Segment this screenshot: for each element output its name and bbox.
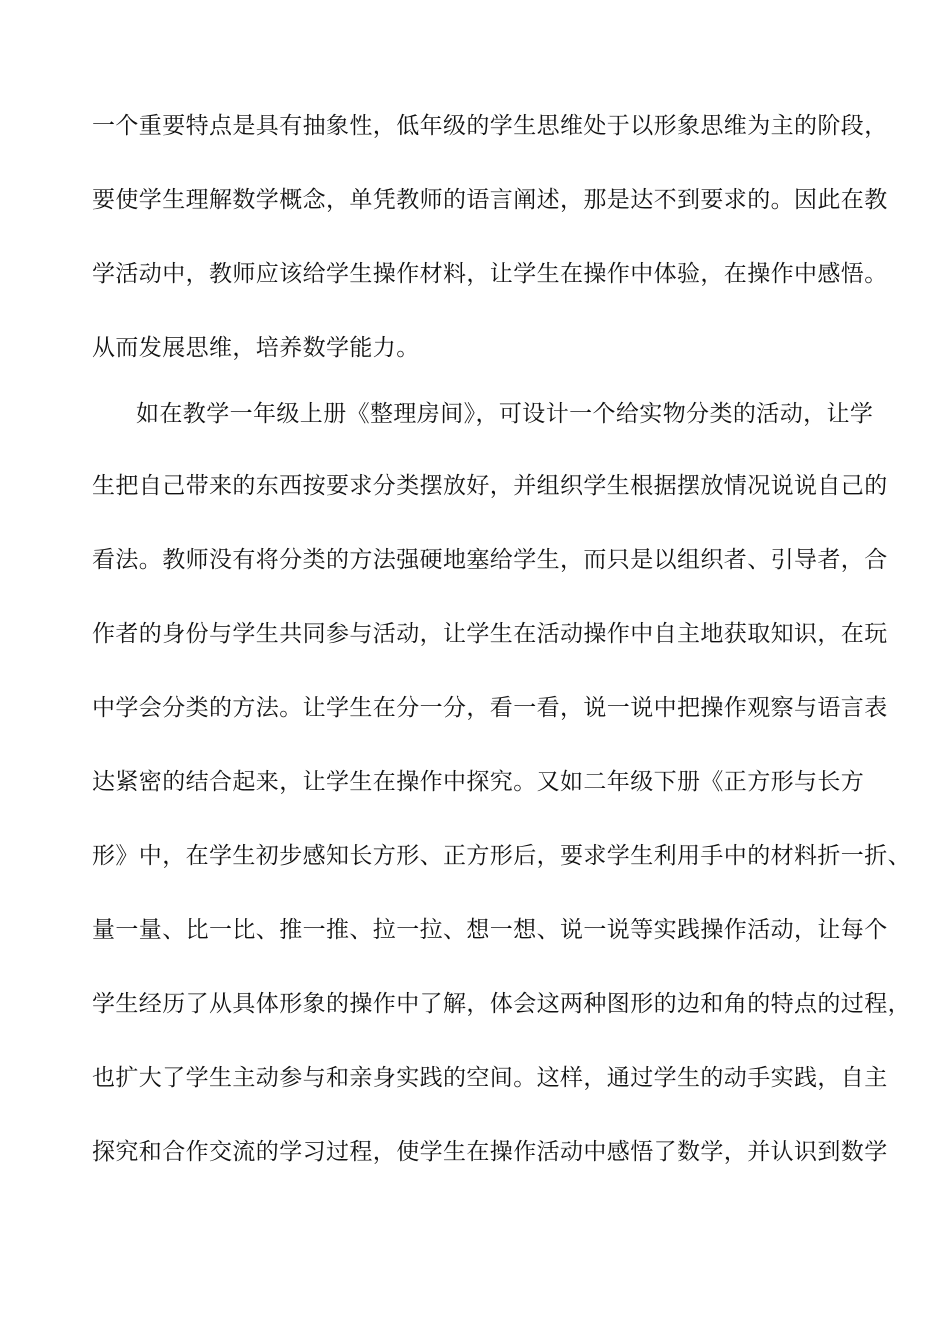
- paragraph-line: 学活动中，教师应该给学生操作材料，让学生在操作中体验，在操作中感悟。: [92, 261, 888, 287]
- paragraph-line: 学生经历了从具体形象的操作中了解，体会这两种图形的边和角的特点的过程，: [92, 991, 911, 1017]
- paragraph-line: 从而发展思维，培养数学能力。: [92, 335, 420, 361]
- paragraph-line: 也扩大了学生主动参与和亲身实践的空间。这样，通过学生的动手实践，自主: [92, 1065, 888, 1091]
- paragraph-line: 形》中，在学生初步感知长方形、正方形后，要求学生利用手中的材料折一折、: [92, 843, 911, 869]
- paragraph-line: 看法。教师没有将分类的方法强硬地塞给学生，而只是以组织者、引导者，合: [92, 547, 888, 573]
- paragraph-line: 探究和合作交流的学习过程，使学生在操作活动中感悟了数学，并认识到数学: [92, 1139, 888, 1165]
- paragraph-line: 一个重要特点是具有抽象性，低年级的学生思维处于以形象思维为主的阶段，: [92, 113, 888, 139]
- paragraph-line: 中学会分类的方法。让学生在分一分，看一看，说一说中把操作观察与语言表: [92, 695, 888, 721]
- paragraph-line: 量一量、比一比、推一推、拉一拉、想一想、说一说等实践操作活动，让每个: [92, 917, 888, 943]
- paragraph-line: 作者的身份与学生共同参与活动，让学生在活动操作中自主地获取知识，在玩: [92, 621, 888, 647]
- paragraph-line: 达紧密的结合起来，让学生在操作中探究。又如二年级下册《正方形与长方: [92, 769, 865, 795]
- paragraph-line: 生把自己带来的东西按要求分类摆放好，并组织学生根据摆放情况说说自己的: [92, 473, 888, 499]
- paragraph-line: 如在教学一年级上册《整理房间》，可设计一个给实物分类的活动，让学: [136, 401, 874, 427]
- paragraph-line: 要使学生理解数学概念，单凭教师的语言阐述，那是达不到要求的。因此在教: [92, 187, 888, 213]
